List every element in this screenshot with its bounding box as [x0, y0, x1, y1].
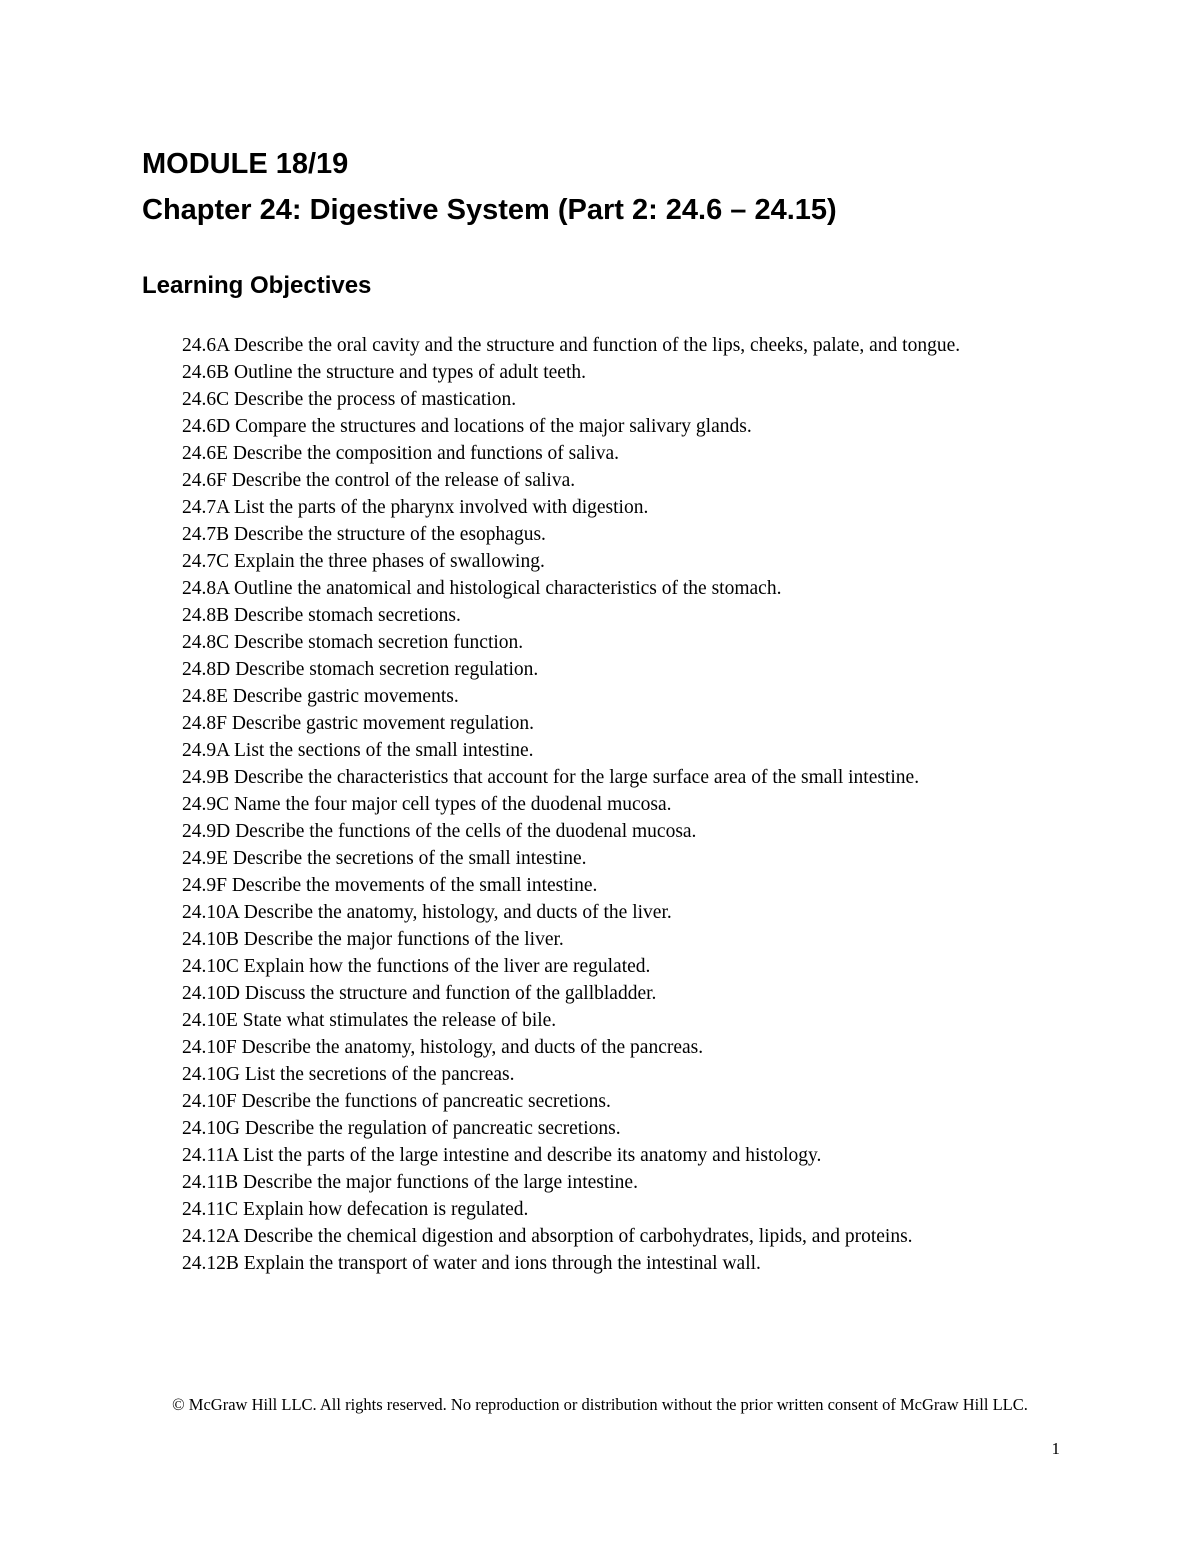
objective-item: 24.6C Describe the process of mastication.: [182, 389, 517, 410]
objective-item: 24.11B Describe the major functions of the large intestine.: [182, 1172, 638, 1193]
section-heading: Learning Objectives: [142, 272, 372, 299]
module-title: MODULE 18/19: [142, 148, 349, 180]
objective-item: 24.10B Describe the major functions of the liver.: [182, 929, 564, 950]
objective-item: 24.9D Describe the functions of the cells of the duodenal mucosa.: [182, 821, 697, 842]
objective-item: 24.10G List the secretions of the pancreas.: [182, 1064, 515, 1085]
objective-item: 24.9F Describe the movements of the small intestine.: [182, 875, 598, 896]
objective-item: 24.10E State what stimulates the release of bile.: [182, 1010, 557, 1031]
objective-item: 24.9E Describe the secretions of the small intestine.: [182, 848, 587, 869]
objective-item: 24.10F Describe the anatomy, histology, and ducts of the pancreas.: [182, 1037, 704, 1058]
objective-item: 24.12B Explain the transport of water and ions through the intestinal wall.: [182, 1253, 761, 1274]
objective-item: 24.7B Describe the structure of the esophagus.: [182, 524, 546, 545]
objective-item: 24.6B Outline the structure and types of adult teeth.: [182, 362, 586, 383]
objective-item: 24.8A Outline the anatomical and histological characteristics of the stomach.: [182, 578, 782, 599]
footer-copyright: © McGraw Hill LLC. All rights reserved. No reproduction or distribution without the prior written consent of McGraw Hill LLC.: [172, 1395, 1028, 1414]
objective-item: 24.6A Describe the oral cavity and the structure and function of the lips, cheeks, palate, and tongue.: [182, 335, 961, 356]
objective-item: 24.10D Discuss the structure and function of the gallbladder.: [182, 983, 657, 1004]
objective-item: 24.8F Describe gastric movement regulation.: [182, 713, 534, 734]
objective-item: 24.6E Describe the composition and functions of saliva.: [182, 443, 620, 464]
objective-item: 24.12A Describe the chemical digestion and absorption of carbohydrates, lipids, and proteins.: [182, 1226, 913, 1247]
objective-item: 24.11A List the parts of the large intestine and describe its anatomy and histology.: [182, 1145, 822, 1166]
objective-item: 24.10A Describe the anatomy, histology, and ducts of the liver.: [182, 902, 672, 923]
page-number: 1: [1051, 1439, 1060, 1458]
objective-item: 24.11C Explain how defecation is regulated.: [182, 1199, 529, 1220]
objective-item: 24.10G Describe the regulation of pancreatic secretions.: [182, 1118, 621, 1139]
objective-item: 24.6D Compare the structures and locations of the major salivary glands.: [182, 416, 752, 437]
objective-item: 24.6F Describe the control of the release of saliva.: [182, 470, 576, 491]
objective-item: 24.10F Describe the functions of pancreatic secretions.: [182, 1091, 611, 1112]
objective-item: 24.7A List the parts of the pharynx involved with digestion.: [182, 497, 649, 518]
chapter-title: Chapter 24: Digestive System (Part 2: 24.6 – 24.15): [142, 194, 837, 226]
objective-item: 24.9B Describe the characteristics that account for the large surface area of the small intestine.: [182, 767, 920, 788]
objective-item: 24.8D Describe stomach secretion regulation.: [182, 659, 539, 680]
objective-item: 24.8C Describe stomach secretion function.: [182, 632, 524, 653]
objective-item: 24.9A List the sections of the small intestine.: [182, 740, 534, 761]
objective-item: 24.7C Explain the three phases of swallowing.: [182, 551, 545, 572]
objective-item: 24.9C Name the four major cell types of the duodenal mucosa.: [182, 794, 672, 815]
objective-item: 24.8E Describe gastric movements.: [182, 686, 459, 707]
objective-item: 24.10C Explain how the functions of the liver are regulated.: [182, 956, 651, 977]
objectives-list: [182, 332, 1062, 1277]
objective-item: 24.8B Describe stomach secretions.: [182, 605, 461, 626]
